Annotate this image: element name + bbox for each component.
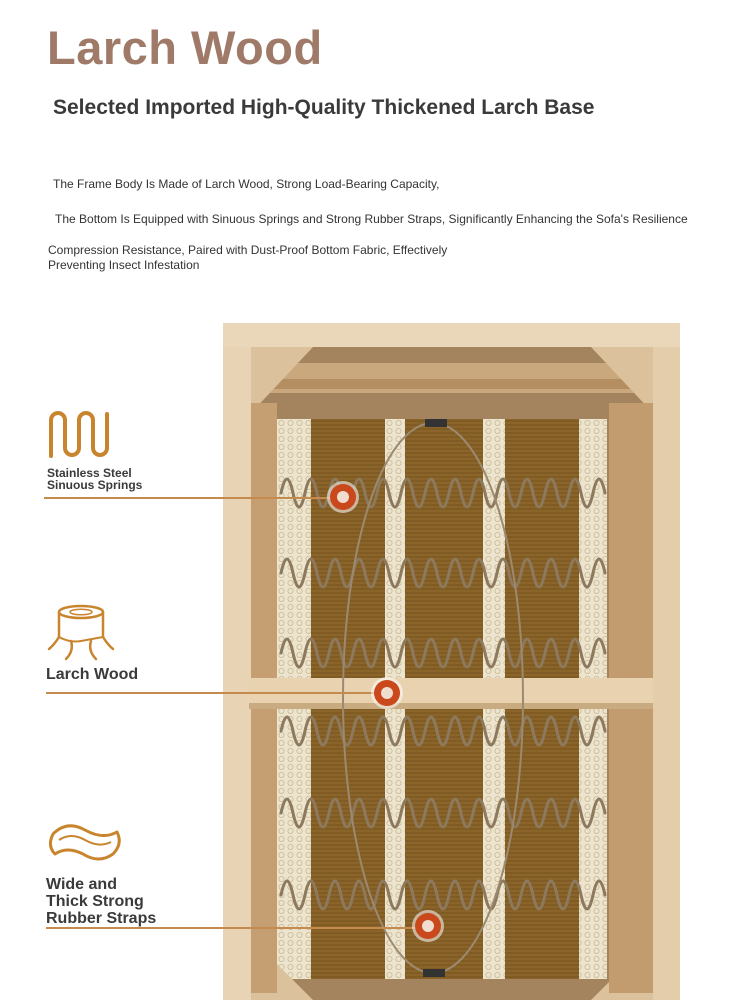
feature-label-straps: [46, 876, 206, 927]
feature-label-springs-line2: Sinuous Springs: [47, 478, 143, 492]
springs-leader-line: [44, 497, 334, 499]
springs-marker[interactable]: [330, 484, 356, 510]
spring-icon: [47, 408, 111, 460]
description-line-1: The Frame Body Is Made of Larch Wood, Strong Load-Bearing Capacity,: [53, 177, 440, 191]
wood-stump-icon: [46, 603, 116, 663]
straps-marker[interactable]: [415, 913, 441, 939]
description-line-3: Compression Resistance, Paired with Dust-Proof Bottom Fabric, Effectively Preventing Insect Infestation: [48, 243, 448, 272]
straps-leader-line: [46, 927, 418, 929]
page-title: Larch Wood: [47, 21, 323, 74]
rubber-strap-icon: [47, 820, 123, 866]
feature-label-straps-line3: Rubber Straps: [46, 910, 157, 927]
wood-leader-line: [46, 692, 376, 694]
feature-label-springs: [47, 467, 187, 491]
wood-marker[interactable]: [374, 680, 400, 706]
feature-label-wood: Larch Wood: [46, 666, 139, 683]
feature-label-straps-line2: Thick Strong: [46, 893, 144, 910]
feature-label-straps-line1: Wide and: [46, 876, 117, 893]
feature-label-springs-line1: Stainless Steel: [47, 466, 132, 480]
sofa-base-photo: [223, 323, 680, 1000]
description-line-2: The Bottom Is Equipped with Sinuous Springs and Strong Rubber Straps, Significantly Enhancing the Sofa's Resilience: [55, 212, 688, 226]
page-subtitle: Selected Imported High-Quality Thickened Larch Base: [53, 96, 595, 119]
